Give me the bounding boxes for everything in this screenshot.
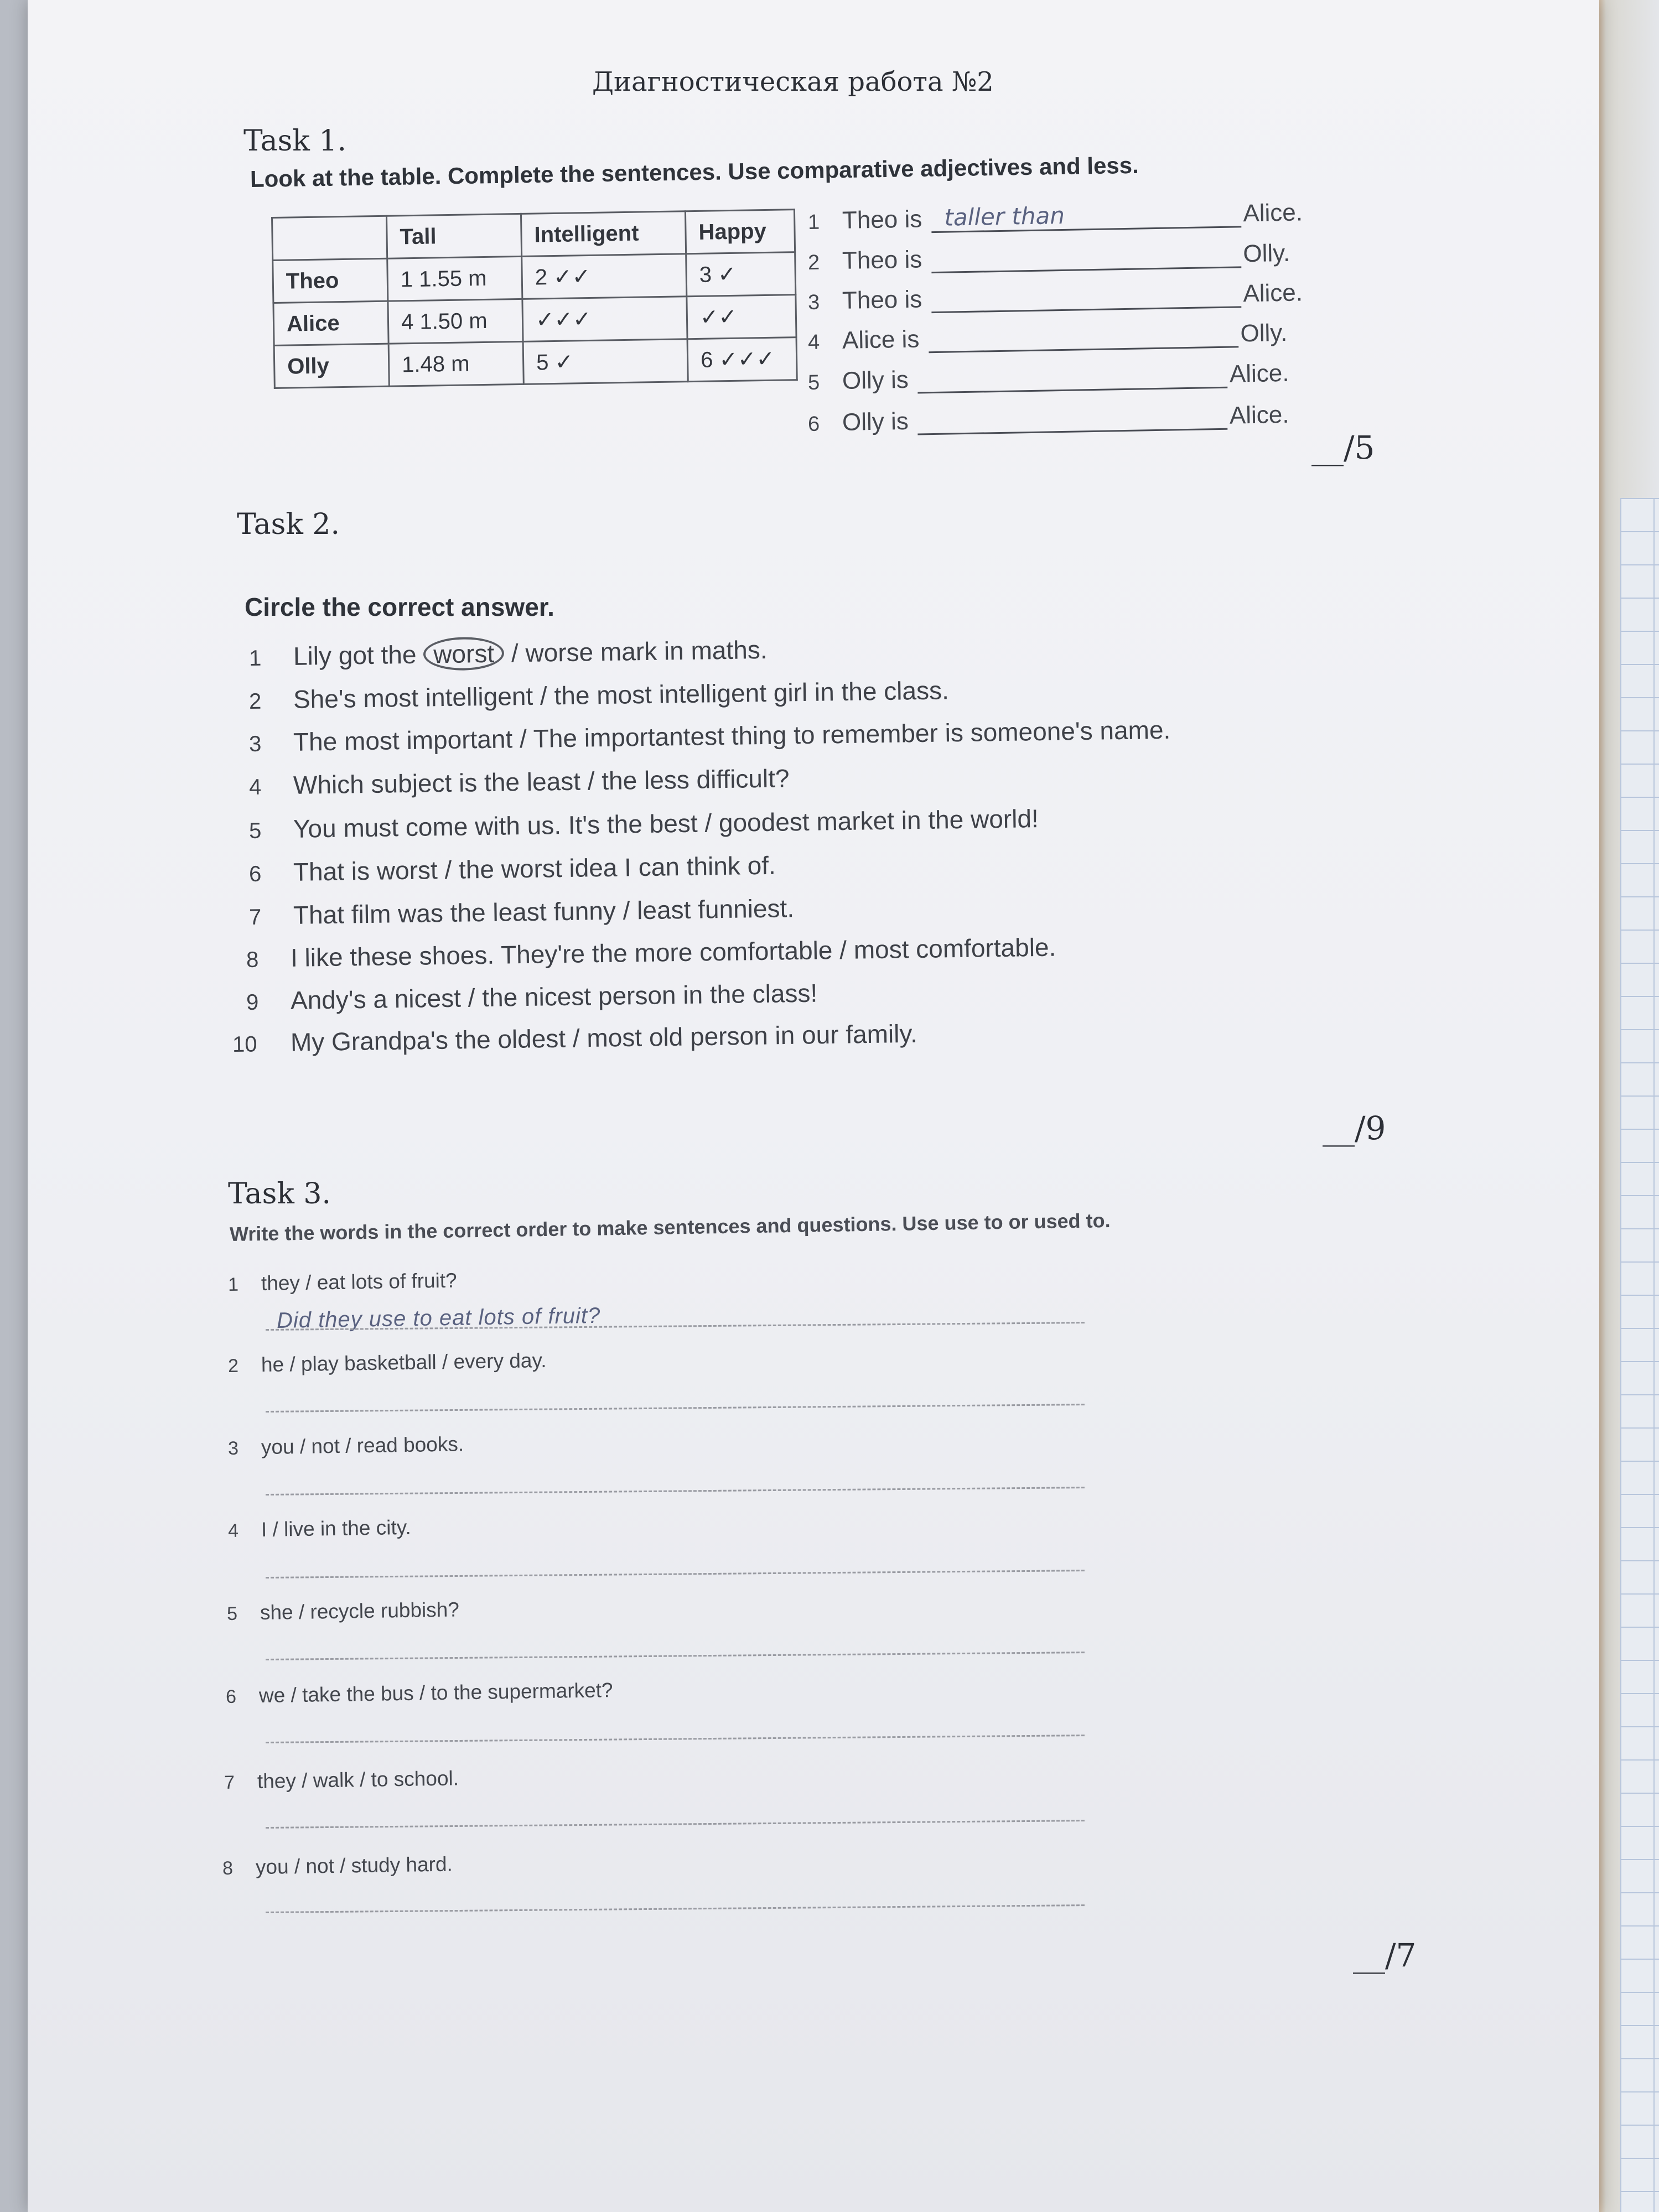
task2-item: 1 Lily got the worst / worse mark in maths. [248, 635, 768, 671]
task3-heading: Task 3. [228, 1177, 331, 1211]
task3-score: __/7 [1353, 1936, 1417, 1974]
handwritten-answer: taller than [944, 201, 1065, 231]
task3-instruction: Write the words in the correct order to make sentences and questions. Use use to or used to. [229, 1209, 1111, 1245]
task3-item: 6 we / take the bus / to the supermarket? [225, 1679, 613, 1707]
answer-line[interactable] [266, 1904, 1085, 1913]
table-row [273, 295, 796, 346]
task1-sentence: 3 Theo is Alice. [807, 279, 1303, 314]
answer-line[interactable] [266, 1570, 1085, 1578]
table-cell: 2 ✓✓ [522, 254, 687, 299]
table-cell: Olly [274, 344, 389, 388]
answer-line[interactable] [266, 1735, 1085, 1743]
handwritten-answer: Did they use to eat lots of fruit? [276, 1303, 601, 1333]
answer-blank[interactable] [917, 364, 1228, 394]
task1-score: __/5 [1311, 429, 1375, 466]
task3-item: 3 you / not / read books. [227, 1432, 464, 1459]
task3-item: 4 I / live in the city. [227, 1515, 412, 1541]
task1-heading: Task 1. [243, 124, 346, 158]
task1-sentence: 6 Olly is Alice. [807, 401, 1289, 436]
table-row [273, 252, 796, 303]
task2-item: 10 My Grandpa's the oldest / most old person in our family. [232, 1019, 918, 1057]
answer-line[interactable] [266, 1487, 1085, 1496]
task2-item: 7 That film was the least funny / least funniest. [248, 894, 795, 930]
table-cell: Alice [273, 301, 388, 345]
table-header-cell: Happy [685, 210, 795, 254]
table-cell: 1 1.55 m [387, 256, 522, 301]
table-cell: 6 ✓✓✓ [687, 337, 797, 382]
table-cell: 5 ✓ [523, 339, 688, 385]
answer-blank[interactable] [931, 202, 1241, 233]
task2-item: 3 The most important / The importantest thing to remember is someone's name. [248, 715, 1171, 756]
task2-item: 8 I like these shoes. They're the more comfortable / most comfortable. [246, 932, 1056, 972]
task2-instruction: Circle the correct answer. [245, 593, 554, 621]
task1-instruction: Look at the table. Complete the sentences. Use comparative adjectives and less. [250, 152, 1139, 192]
answer-blank[interactable] [917, 405, 1228, 435]
task2-heading: Task 2. [237, 508, 340, 541]
task1-sentence: 5 Olly is Alice. [807, 359, 1289, 394]
table-header-cell: Tall [386, 214, 521, 258]
table-header-cell [272, 216, 387, 260]
table-cell: Theo [273, 258, 388, 303]
worksheet-page [28, 0, 1599, 2212]
table-header-cell: Intelligent [521, 211, 686, 257]
task2-item: 6 That is worst / the worst idea I can think of. [248, 850, 776, 886]
background-graph-paper [1620, 498, 1659, 2212]
comparison-table [271, 209, 798, 389]
answer-line[interactable] [266, 1820, 1085, 1829]
task2-item: 4 Which subject is the least / the less difficult? [248, 764, 790, 799]
task2-item: 5 You must come with us. It's the best / goodest market in the world! [248, 804, 1039, 843]
task3-item: 7 they / walk / to school. [224, 1767, 459, 1793]
answer-blank[interactable] [928, 323, 1238, 353]
table-header-row [272, 210, 795, 261]
answer-line[interactable] [266, 1652, 1085, 1660]
task1-sentence: 4 Alice is Olly. [807, 319, 1288, 354]
table-cell: 3 ✓ [686, 252, 796, 297]
table-row [274, 337, 797, 388]
task2-item: 9 Andy's a nicest / the nicest person in the class! [246, 978, 818, 1015]
table-cell: 4 1.50 m [388, 299, 523, 344]
task1-sentence: 1 Theo is taller than Alice. [807, 199, 1303, 234]
circled-answer[interactable]: worst [423, 637, 505, 671]
page-title: Диагностическая работа №2 [592, 66, 994, 97]
task1-sentence: 2 Theo is Olly. [807, 239, 1290, 274]
task3-item: 5 she / recycle rubbish? [226, 1598, 460, 1624]
task3-item: 1 they / eat lots of fruit? [227, 1269, 458, 1295]
table-cell: 1.48 m [388, 341, 523, 386]
answer-blank[interactable] [931, 243, 1241, 273]
task3-item: 8 you / not / study hard. [222, 1852, 453, 1879]
task2-score: __/9 [1323, 1109, 1386, 1147]
table-cell: ✓✓✓ [522, 297, 687, 342]
answer-line[interactable] [266, 1404, 1085, 1413]
task2-item: 2 She's most intelligent / the most intelligent girl in the class. [248, 676, 950, 714]
task3-item: 2 he / play basketball / every day. [227, 1348, 547, 1377]
answer-blank[interactable] [931, 283, 1241, 313]
table-cell: ✓✓ [687, 295, 796, 339]
